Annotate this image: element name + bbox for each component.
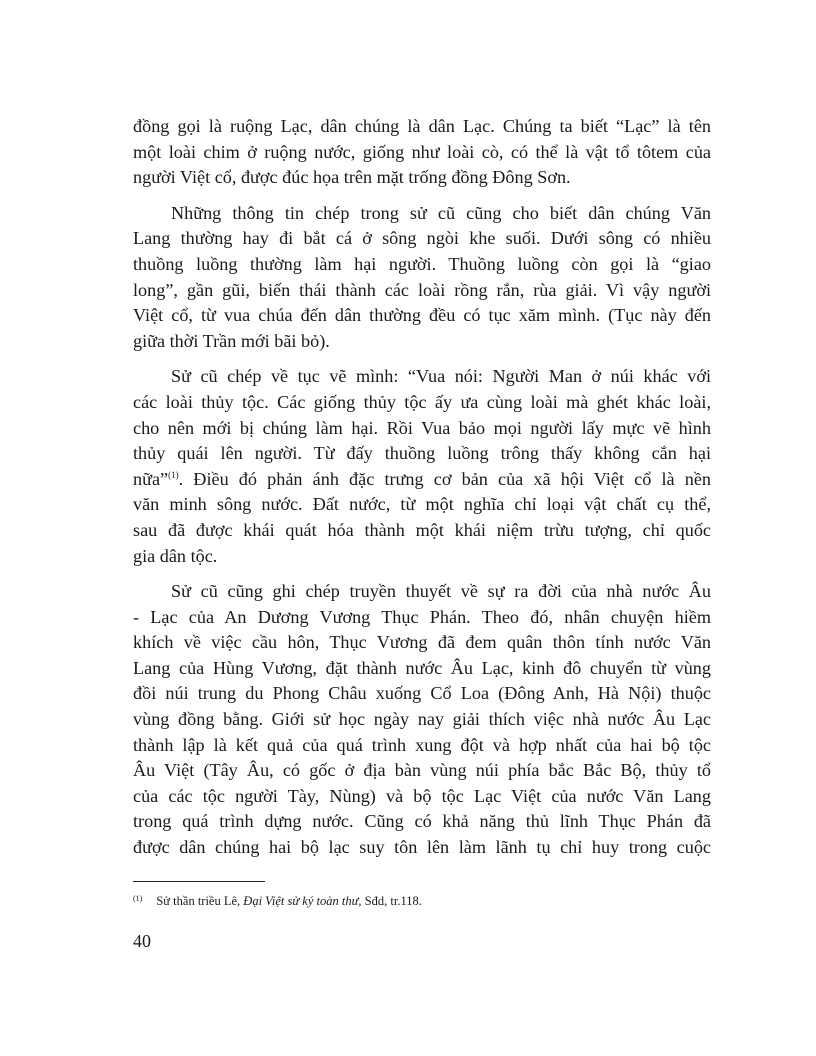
paragraph: [133, 201, 711, 355]
page-number: 40: [133, 931, 151, 951]
text-line: một loài chim ở ruộng nước, giống như loài cò, có thể là vật tổ tôtem của: [133, 141, 711, 162]
footnote-title: Đại Việt sử ký toàn thư: [243, 894, 359, 908]
text-line: Lang thường hay đi bắt cá ở sông ngòi khe suối. Dưới sông có nhiều: [133, 228, 711, 249]
text-line: đồi núi trung du Phong Châu xuống Cổ Loa (Đông Anh, Hà Nội) thuộc: [133, 683, 711, 704]
text-line: người Việt cổ, được đúc họa trên mặt trống đồng Đông Sơn.: [133, 167, 571, 188]
footnote: [133, 891, 422, 909]
text-line: thuồng luồng thường làm hại người. Thuồng luồng còn gọi là “giao: [133, 253, 711, 274]
text-segment: . Điều đó phản ánh đặc trưng cơ bản của xã hội Việt cổ là nền: [178, 468, 711, 489]
footnote-marker: (1): [133, 894, 143, 903]
text-line: giữa thời Trần mới bãi bỏ).: [133, 330, 330, 351]
text-line: được dân chúng hai bộ lạc suy tôn lên làm lãnh tụ chỉ huy trong cuộc: [133, 837, 711, 858]
text-line: cho nên mới bị chúng làm hại. Rồi Vua bảo mọi người lấy mực vẽ hình: [133, 417, 711, 438]
footnote-reference: (1): [168, 469, 179, 480]
text-line: Sử cũ chép về tục vẽ mình: “Vua nói: Người Man ở núi khác với: [171, 366, 711, 387]
text-line: long”, gần gũi, biến thái thành các loài rồng rắn, rùa giải. Vì vậy người: [133, 279, 711, 300]
text-line: Âu Việt (Tây Âu, có gốc ở địa bàn vùng núi phía bắc Bắc Bộ, thủy tổ: [133, 760, 711, 781]
body-text: [133, 114, 711, 871]
paragraph: [133, 579, 711, 861]
text-line: khích về việc cầu hôn, Thục Vương đã đem quân thôn tính nước Văn: [133, 632, 711, 653]
text-line: vùng đồng bằng. Giới sử học ngày nay giải thích việc nhà nước Âu Lạc: [133, 709, 711, 730]
footnote-divider: [133, 881, 265, 882]
text-line: trong quá trình dựng nước. Cũng có khả năng thủ lĩnh Thục Phán đã: [133, 811, 711, 832]
footnote-author: Sử thần triều Lê,: [156, 894, 244, 908]
text-line: Lang của Hùng Vương, đặt thành nước Âu Lạc, kinh đô chuyển từ vùng: [133, 657, 711, 678]
footnote-source: , Sđd, tr.118.: [358, 894, 422, 908]
text-line: Sử cũ cũng ghi chép truyền thuyết về sự ra đời của nhà nước Âu: [171, 581, 711, 602]
text-line: Việt cổ, từ vua chúa đến dân thường đều có tục xăm mình. (Tục này đến: [133, 305, 711, 326]
text-line: Những thông tin chép trong sử cũ cũng cho biết dân chúng Văn: [171, 202, 711, 223]
paragraph: [133, 114, 711, 191]
text-line: sau đã được khái quát hóa thành một khái niệm trừu tượng, chỉ quốc: [133, 519, 711, 540]
text-line: của các tộc người Tày, Nùng) và bộ tộc Lạc Việt của nước Văn Lang: [133, 785, 711, 806]
text-segment: nữa”: [133, 468, 169, 489]
text-line: - Lạc của An Dương Vương Thục Phán. Theo đó, nhân chuyện hiềm: [133, 606, 711, 627]
text-line: các loài thủy tộc. Các giống thủy tộc ấy ưa cùng loài mà ghét khác loài,: [133, 391, 711, 412]
text-line: văn minh sông nước. Đất nước, từ một nghĩa chỉ loại vật chất cụ thể,: [133, 494, 711, 515]
text-line: đồng gọi là ruộng Lạc, dân chúng là dân Lạc. Chúng ta biết “Lạc” là tên: [133, 116, 711, 136]
text-line: [133, 467, 711, 493]
paragraph: [133, 364, 711, 569]
text-line: gia dân tộc.: [133, 545, 218, 566]
text-line: thành lập là kết quả của quá trình xung đột và hợp nhất của hai bộ tộc: [133, 734, 711, 755]
text-line: thủy quái lên người. Từ đấy thuồng luồng trông thấy không cắn hại: [133, 443, 711, 464]
